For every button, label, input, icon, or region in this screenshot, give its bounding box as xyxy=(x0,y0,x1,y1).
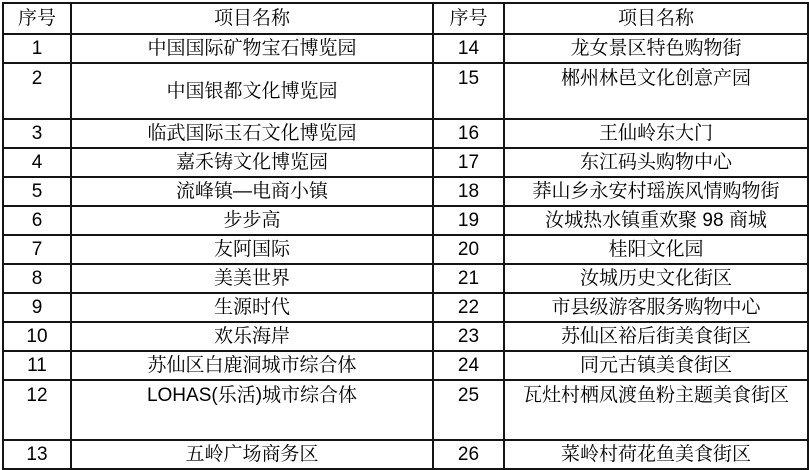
project-name-text: LOHAS(乐活)城市综合体 xyxy=(146,385,358,406)
serial-cell-right xyxy=(433,351,504,380)
serial-cell-right xyxy=(433,34,504,63)
project-name-cell-right xyxy=(504,177,808,206)
table-row xyxy=(3,293,808,322)
project-name-cell-right xyxy=(504,206,808,235)
table-row xyxy=(3,264,808,293)
serial-text: 6 xyxy=(31,209,43,231)
serial-cell-left xyxy=(3,293,71,322)
serial-text: 22 xyxy=(457,296,480,318)
header-row xyxy=(3,3,808,34)
serial-cell-left xyxy=(3,351,71,380)
serial-cell-left xyxy=(3,264,71,293)
serial-cell-right xyxy=(433,380,504,440)
project-name-text: 欢乐海岸 xyxy=(213,325,290,347)
serial-text: 12 xyxy=(26,385,48,406)
project-name-cell-left xyxy=(71,177,433,206)
project-name-cell-left xyxy=(71,380,433,440)
table-row xyxy=(3,235,808,264)
table-row xyxy=(3,380,808,440)
table-row xyxy=(3,119,808,148)
project-name-cell-left xyxy=(71,235,433,264)
project-name-text: 莽山乡永安村瑶族风情购物街 xyxy=(532,180,780,202)
serial-text: 24 xyxy=(457,354,480,376)
project-name-cell-left xyxy=(71,322,433,351)
serial-cell-left xyxy=(3,177,71,206)
serial-cell-left xyxy=(3,148,71,177)
project-name-text: 友阿国际 xyxy=(213,238,290,260)
project-name-text: 苏仙区白鹿洞城市综合体 xyxy=(147,354,357,376)
serial-text: 17 xyxy=(457,151,480,173)
project-name-cell-right xyxy=(504,380,808,440)
header-name-left: 项目名称 xyxy=(71,3,433,34)
project-name-cell-left xyxy=(71,351,433,380)
project-name-text: 中国国际矿物宝石博览园 xyxy=(147,37,357,59)
project-name-text: 中国银都文化博览园 xyxy=(166,81,338,103)
project-name-text: 郴州林邑文化创意产园 xyxy=(560,68,751,89)
serial-text: 18 xyxy=(457,180,480,202)
serial-cell-left xyxy=(3,235,71,264)
project-name-text: 王仙岭东大门 xyxy=(598,122,713,144)
project-name-cell-left xyxy=(71,440,433,469)
serial-text: 7 xyxy=(31,238,43,260)
project-name-text: 汝城历史文化街区 xyxy=(579,267,732,289)
serial-cell-left xyxy=(3,63,71,119)
project-name-cell-right xyxy=(504,293,808,322)
serial-text: 1 xyxy=(31,37,43,59)
project-name-text: 生源时代 xyxy=(213,296,290,318)
table-row xyxy=(3,351,808,380)
serial-cell-right xyxy=(433,322,504,351)
table-row xyxy=(3,322,808,351)
project-name-text: 美美世界 xyxy=(213,267,290,289)
serial-cell-right xyxy=(433,293,504,322)
project-name-cell-right xyxy=(504,63,808,119)
table-header xyxy=(3,3,808,34)
serial-cell-right xyxy=(433,119,504,148)
project-name-cell-left xyxy=(71,119,433,148)
serial-cell-left xyxy=(3,322,71,351)
serial-text: 14 xyxy=(457,37,480,59)
serial-cell-left xyxy=(3,440,71,469)
project-name-cell-left xyxy=(71,293,433,322)
serial-text: 25 xyxy=(457,385,480,406)
project-name-text: 五岭广场商务区 xyxy=(185,443,319,465)
project-name-cell-left xyxy=(71,63,433,119)
project-name-cell-right xyxy=(504,440,808,469)
serial-cell-right xyxy=(433,148,504,177)
project-name-text: 东江码头购物中心 xyxy=(579,151,732,173)
serial-cell-right xyxy=(433,63,504,119)
header-name-right: 项目名称 xyxy=(504,3,808,34)
table-row xyxy=(3,148,808,177)
project-name-text: 步步高 xyxy=(223,209,281,231)
project-name-text: 菜岭村荷花鱼美食街区 xyxy=(560,443,751,465)
table-row xyxy=(3,206,808,235)
table-row xyxy=(3,63,808,119)
serial-cell-left xyxy=(3,380,71,440)
project-table xyxy=(2,2,809,470)
project-name-text: 龙女景区特色购物街 xyxy=(570,37,742,59)
serial-text: 19 xyxy=(457,209,480,231)
serial-text: 16 xyxy=(457,122,480,144)
project-name-cell-right xyxy=(504,351,808,380)
project-name-cell-left xyxy=(71,34,433,63)
project-name-text: 汝城热水镇重欢聚 98 商城 xyxy=(545,209,767,231)
serial-text: 9 xyxy=(31,296,43,318)
project-name-text: 流峰镇—电商小镇 xyxy=(175,180,328,202)
serial-text: 4 xyxy=(31,151,43,173)
serial-cell-right xyxy=(433,177,504,206)
project-name-cell-left xyxy=(71,148,433,177)
project-name-text: 瓦灶村栖凤渡鱼粉主题美食街区 xyxy=(522,385,789,406)
header-serial-right: 序号 xyxy=(433,3,504,34)
project-name-cell-right xyxy=(504,148,808,177)
table-row xyxy=(3,34,808,63)
serial-text: 13 xyxy=(26,443,48,465)
serial-cell-left xyxy=(3,34,71,63)
project-name-text: 嘉禾铸文化博览园 xyxy=(175,151,328,173)
serial-cell-left xyxy=(3,119,71,148)
table-body xyxy=(3,34,808,469)
serial-text: 3 xyxy=(31,122,43,144)
project-name-cell-left xyxy=(71,206,433,235)
project-name-text: 临武国际玉石文化博览园 xyxy=(147,122,357,144)
serial-text: 8 xyxy=(31,267,43,289)
serial-cell-left xyxy=(3,206,71,235)
serial-text: 5 xyxy=(31,180,43,202)
project-name-cell-right xyxy=(504,322,808,351)
serial-cell-right xyxy=(433,206,504,235)
serial-text: 23 xyxy=(457,325,480,347)
header-serial-left: 序号 xyxy=(3,3,71,34)
serial-text: 21 xyxy=(457,267,480,289)
serial-cell-right xyxy=(433,440,504,469)
project-name-cell-right xyxy=(504,34,808,63)
serial-text: 2 xyxy=(31,68,43,89)
project-name-cell-right xyxy=(504,119,808,148)
table-row xyxy=(3,440,808,469)
project-name-cell-right xyxy=(504,264,808,293)
project-name-text: 同元古镇美食街区 xyxy=(579,354,732,376)
project-name-text: 苏仙区裕后街美食街区 xyxy=(560,325,751,347)
project-name-cell-left xyxy=(71,264,433,293)
serial-text: 20 xyxy=(457,238,480,260)
project-name-text: 市县级游客服务购物中心 xyxy=(551,296,761,318)
serial-text: 15 xyxy=(457,68,480,89)
project-name-text: 桂阳文化园 xyxy=(608,238,704,260)
serial-text: 26 xyxy=(457,443,480,465)
serial-cell-right xyxy=(433,264,504,293)
project-name-cell-right xyxy=(504,235,808,264)
serial-text: 10 xyxy=(26,325,48,347)
serial-text: 11 xyxy=(27,354,47,376)
table-row xyxy=(3,177,808,206)
serial-cell-right xyxy=(433,235,504,264)
